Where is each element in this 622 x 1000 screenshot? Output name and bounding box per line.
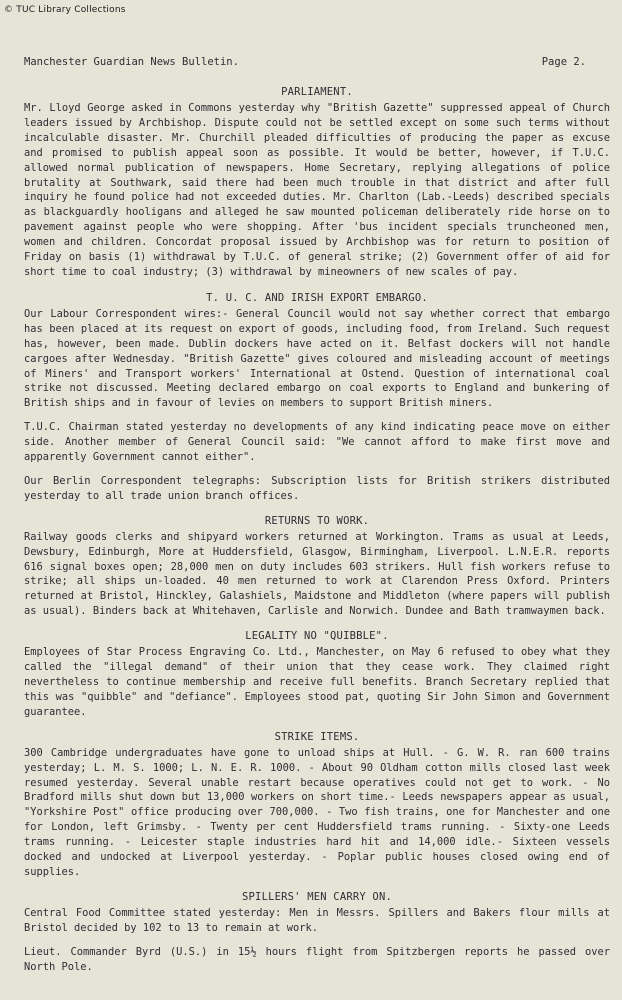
section-heading-legality: LEGALITY NO "QUIBBLE".	[245, 630, 389, 643]
paragraph-labour-correspondent: Our Labour Correspondent wires:- General Council would not say whether correct that embargo has been placed at its request on export of goods, including food, from Ireland. Such request has, however, been made. Dublin dockers have acted on it. Belfast dockers will not handle cargoes after Wednesday. "British Gazette" gives coloured and misleading account of meetings of Miners' and Transport workers' International at Ostend. Question of international coal strike not discussed. Meeting declared embargo on coal exports to England and bunkering of British ships and in favour of levies on members to support British miners.	[24, 307, 610, 410]
section-heading-irish-embargo: T. U. C. AND IRISH EXPORT EMBARGO.	[206, 291, 428, 304]
bulletin-page	[24, 56, 610, 975]
paragraph-parliament: Mr. Lloyd George asked in Commons yesterday why "British Gazette" suppressed appeal of Church leaders issued by Archbishop. Dispute could not be settled except on some such terms without incalculable disaster. Mr. Churchill pleaded difficulties of producing the paper as excuse and promised to publish appeal soon as possible. It would be better, however, if T.U.C. allowed normal publication of newspapers. Home Secretary, replying allegations of police brutality at Southwark, said there had been much trouble in that district and after full inquiry he found police had not exceeded duties. Mr. Charlton (Lab.-Leeds) described specials as blackguardly hooligans and alleged he saw mounted policeman deliberately ride horse on to pavement against people who were shopping. After 'bus incident specials truncheoned men, women and children. Concordat proposal issued by Archbishop was for return to position of Friday on basis (1) withdrawal by T.U.C. of general strike; (2) Government offer of aid for short time to coal industry; (3) withdrawal by mineowners of new scales of pay.	[24, 102, 610, 278]
paragraph-berlin-correspondent: Our Berlin Correspondent telegraphs: Subscription lists for British strikers distributed yesterday to all trade union branch offices.	[24, 474, 610, 502]
paragraph-tuc-chairman: T.U.C. Chairman stated yesterday no developments of any kind indicating peace move on either side. Another member of General Council said: "We cannot afford to make first move and apparently Government cannot either".	[24, 421, 610, 464]
copyright-watermark: © TUC Library Collections	[4, 5, 126, 15]
section-heading-parliament: PARLIAMENT.	[281, 86, 353, 98]
section-heading-returns-to-work: RETURNS TO WORK.	[264, 514, 370, 527]
bulletin-title: Manchester Guardian News Bulletin.	[24, 56, 239, 68]
paragraph-returns-to-work: Railway goods clerks and shipyard workers returned at Workington. Trams as usual at Leeds, Dewsbury, Edinburgh, More at Huddersfield, Glasgow, Birmingham, Liverpool. L.N.E.R. reports 616 signal boxes open; 28,000 men on duty includes 603 strikers. Hull fish workers refuse to strike; all ships un-loaded. 40 men returned to work at Clarendon Press Oxford. Printers returned at Bristol, Hinckley, Galashiels, Maidstone and Middleton (where papers will publish as usual). Binders back at Whitehaven, Carlisle and Norwich. Dundee and Bath tramwaymen back.	[24, 530, 610, 618]
paragraph-legality: Employees of Star Process Engraving Co. Ltd., Manchester, on May 6 refused to obey what they called the "illegal demand" of their union that they cease work. They claimed right nevertheless to continue membership and receive full benefits. Branch Secretary replied that this was "quibble" and "defiance". Employees stood pat, quoting Sir John Simon and Government guarantee.	[24, 646, 610, 718]
section-heading-spillers: SPILLERS' MEN CARRY ON.	[242, 890, 392, 903]
page-number: Page 2.	[541, 56, 586, 68]
section-heading-strike-items: STRIKE ITEMS.	[274, 730, 360, 743]
paragraph-byrd-flight: Lieut. Commander Byrd (U.S.) in 15½ hours flight from Spitzbergen reports he passed over North Pole.	[24, 945, 610, 973]
paragraph-spillers: Central Food Committee stated yesterday: Men in Messrs. Spillers and Bakers flour mills at Bristol decided by 102 to 13 to remain at work.	[24, 906, 610, 934]
bulletin-header	[24, 56, 610, 69]
paragraph-strike-items: 300 Cambridge undergraduates have gone to unload ships at Hull. - G. W. R. ran 600 trains yesterday; L. M. S. 1000; L. N. E. R. 1000. - About 90 Oldham cotton mills closed last week resumed yesterday. Several unable restart because operatives could not get to work. - No Bradford mills shut down but 13,000 workers on short time.- Leeds newspapers appear as usual, "Yorkshire Post" office producing over 700,000. - Two fish trains, one for Manchester and one for London, left Grimsby. - Twenty per cent Huddersfield trams running. - Sixty-one Leeds trams running. - Leicester staple industries hard hit and 14,000 idle.- Sixteen vessels docked and undocked at Liverpool yesterday. - Poplar public houses closed owing end of supplies.	[24, 746, 610, 878]
